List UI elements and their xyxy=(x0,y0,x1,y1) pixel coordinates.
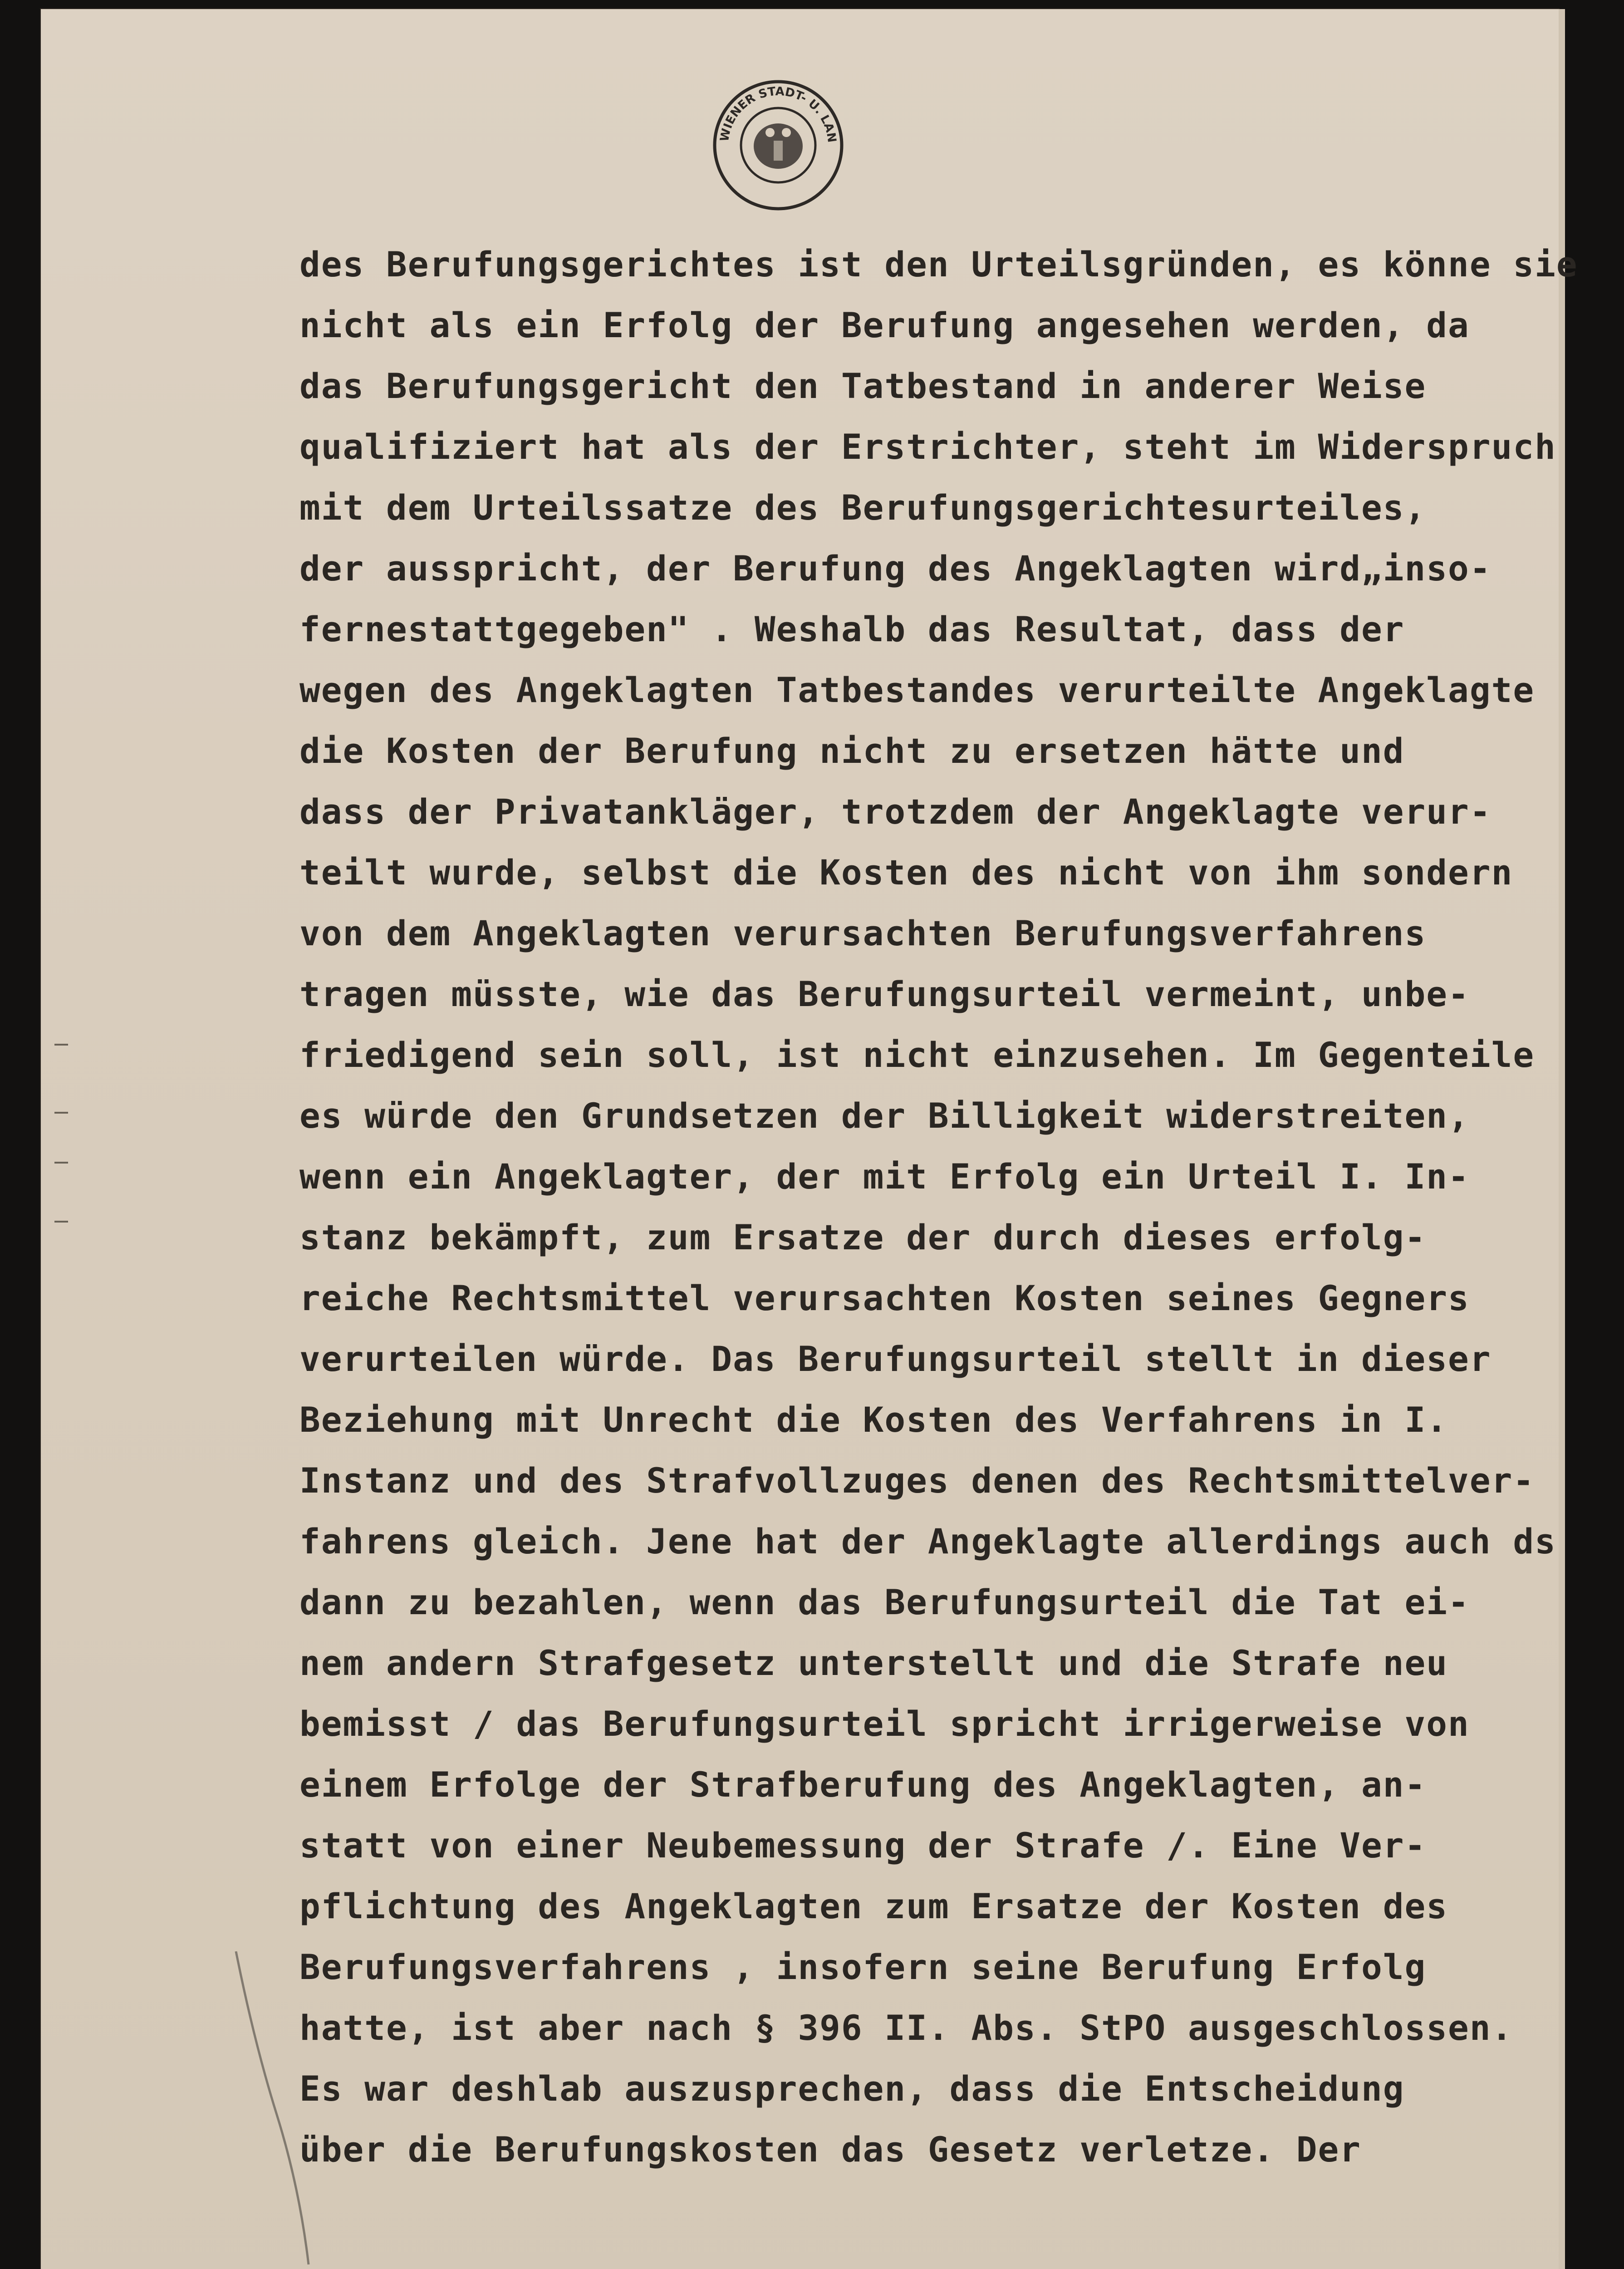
text-line: mit dem Urteilssatze des Berufungsgerichtesurteiles, xyxy=(299,487,1427,528)
text-line: fernestattgegeben" . Weshalb das Resultat, dass der xyxy=(299,609,1405,649)
text-line: hatte, ist aber nach § 396 II. Abs. StPO ausgeschlossen. xyxy=(299,2008,1513,2048)
library-stamp xyxy=(710,77,846,213)
margin-marks xyxy=(54,1044,82,1271)
text-line: tragen müsste, wie das Berufungsurteil vermeint, unbe- xyxy=(299,974,1470,1014)
text-line: über die Berufungskosten das Gesetz verletze. Der xyxy=(299,2129,1362,2170)
text-line: reiche Rechtsmittel verursachten Kosten seines Gegners xyxy=(299,1278,1470,1318)
text-line: teilt wurde, selbst die Kosten des nicht von ihm sondern xyxy=(299,852,1513,893)
text-line: einem Erfolge der Strafberufung des Angeklagten, an- xyxy=(299,1764,1427,1805)
eagle-emblem-icon xyxy=(754,123,803,169)
text-line: stanz bekämpft, zum Ersatze der durch dieses erfolg- xyxy=(299,1217,1427,1257)
stamp-text: WIENER STADT- U. LAN xyxy=(717,84,839,143)
text-line: Instanz und des Strafvollzuges denen des Rechtsmittelver- xyxy=(299,1460,1535,1501)
text-line: dann zu bezahlen, wenn das Berufungsurteil die Tat ei- xyxy=(299,1582,1470,1622)
text-line: nicht als ein Erfolg der Berufung angesehen werden, da xyxy=(299,305,1470,345)
text-line: pflichtung des Angeklagten zum Ersatze der Kosten des xyxy=(299,1886,1448,1926)
text-line: der ausspricht, der Berufung des Angeklagten wird„inso- xyxy=(299,548,1492,589)
text-line: fahrens gleich. Jene hat der Angeklagte allerdings auch ds xyxy=(299,1521,1556,1562)
text-line: dass der Privatankläger, trotzdem der Angeklagte verur- xyxy=(299,791,1492,832)
text-line: Berufungsverfahrens , insofern seine Berufung Erfolg xyxy=(299,1947,1427,1987)
text-line: verurteilen würde. Das Berufungsurteil stellt in dieser xyxy=(299,1339,1492,1379)
text-line: statt von einer Neubemessung der Strafe /. Eine Ver- xyxy=(299,1825,1427,1866)
paper-edge xyxy=(1559,9,1565,2269)
text-line: die Kosten der Berufung nicht zu ersetzen hätte und xyxy=(299,731,1405,771)
document-page xyxy=(41,9,1559,2269)
text-line: qualifiziert hat als der Erstrichter, steht im Widerspruch xyxy=(299,427,1556,467)
text-line: es würde den Grundsetzen der Billigkeit widerstreiten, xyxy=(299,1095,1470,1136)
text-line: Beziehung mit Unrecht die Kosten des Verfahrens in I. xyxy=(299,1400,1448,1440)
text-line: Es war deshlab auszusprechen, dass die Entscheidung xyxy=(299,2068,1405,2109)
text-line: nem andern Strafgesetz unterstellt und die Strafe neu xyxy=(299,1643,1448,1683)
text-line: das Berufungsgericht den Tatbestand in anderer Weise xyxy=(299,366,1427,406)
text-line: des Berufungsgerichtes ist den Urteilsgründen, es könne sie xyxy=(299,244,1578,285)
pencil-margin-line xyxy=(218,1951,336,2269)
text-line: wenn ein Angeklagter, der mit Erfolg ein Urteil I. In- xyxy=(299,1156,1470,1197)
text-line: friedigend sein soll, ist nicht einzusehen. Im Gegenteile xyxy=(299,1035,1535,1075)
text-line: wegen des Angeklagten Tatbestandes verurteilte Angeklagte xyxy=(299,670,1535,710)
text-line: von dem Angeklagten verursachten Berufungsverfahrens xyxy=(299,913,1427,953)
text-line: bemisst / das Berufungsurteil spricht irrigerweise von xyxy=(299,1704,1470,1744)
